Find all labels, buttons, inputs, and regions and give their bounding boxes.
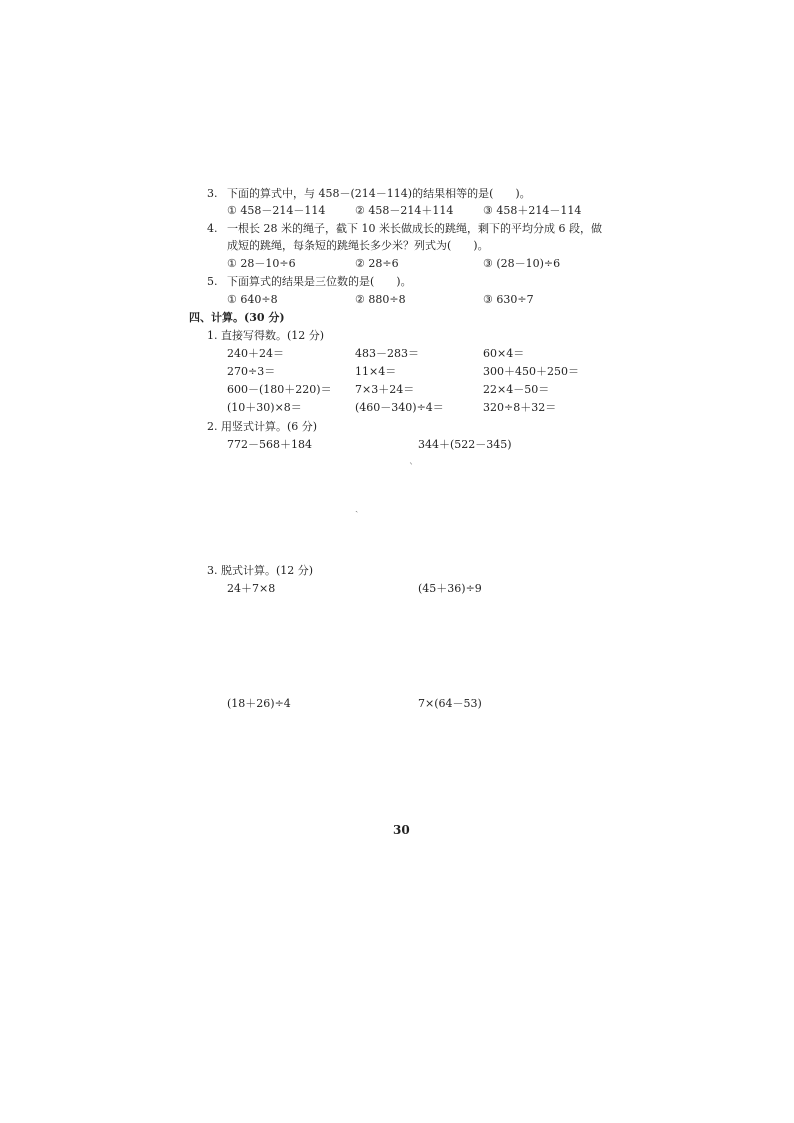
scan-speck: ˋ [409, 463, 414, 474]
question-4 [207, 222, 602, 236]
question-3 [207, 187, 531, 201]
question-number: 5. [207, 275, 218, 288]
oral-calc-2-2: 11×4＝ [355, 365, 397, 378]
option-4-3: ③ (28－10)÷6 [483, 257, 561, 270]
option-4-1: ① 28－10÷6 [227, 257, 296, 270]
oral-calc-3-2: 7×3＋24＝ [355, 383, 415, 396]
oral-calc-1-3: 60×4＝ [483, 347, 525, 360]
oral-calc-3-1: 600－(180＋220)＝ [227, 383, 332, 396]
vertical-calc-2: 344＋(522－345) [418, 438, 512, 451]
option-4-2: ② 28÷6 [355, 257, 399, 270]
step-calc-1: 24＋7×8 [227, 582, 276, 595]
step-calc-2: (45＋36)÷9 [418, 582, 482, 595]
question-stem: 下面的算式中，与 458－(214－114)的结果相等的是( )。 [227, 187, 531, 200]
question-5 [207, 275, 412, 289]
oral-calc-4-3: 320÷8＋32＝ [483, 401, 557, 414]
section-4-title: 四、计算。(30 分) [189, 311, 285, 324]
oral-calc-2-3: 300＋450＋250＝ [483, 365, 579, 378]
question-number: 4. [207, 222, 218, 235]
step-calc-3: (18＋26)÷4 [227, 697, 291, 710]
option-5-2: ② 880÷8 [355, 293, 406, 306]
oral-calc-2-1: 270÷3＝ [227, 365, 276, 378]
part-3-title: 3. 脱式计算。(12 分) [207, 564, 314, 577]
oral-calc-1-1: 240＋24＝ [227, 347, 284, 360]
question-stem: 一根长 28 米的绳子，截下 10 米长做成长的跳绳，剩下的平均分成 6 段，做 [227, 222, 602, 235]
question-4-line2: 成短的跳绳，每条短的跳绳长多少米？列式为( )。 [227, 239, 489, 252]
part-1-title: 1. 直接写得数。(12 分) [207, 329, 325, 342]
vertical-calc-1: 772－568＋184 [227, 438, 312, 451]
oral-calc-1-2: 483－283＝ [355, 347, 419, 360]
oral-calc-4-1: (10＋30)×8＝ [227, 401, 302, 414]
scan-speck: ˎ [355, 502, 359, 513]
option-3-2: ② 458－214＋114 [355, 204, 454, 217]
part-2-title: 2. 用竖式计算。(6 分) [207, 420, 318, 433]
option-3-3: ③ 458＋214－114 [483, 204, 582, 217]
option-3-1: ① 458－214－114 [227, 204, 326, 217]
oral-calc-4-2: (460－340)÷4＝ [355, 401, 444, 414]
page-number: 30 [393, 823, 410, 837]
question-number: 3. [207, 187, 218, 200]
question-stem: 下面算式的结果是三位数的是( )。 [227, 275, 412, 288]
step-calc-4: 7×(64－53) [418, 697, 482, 710]
option-5-3: ③ 630÷7 [483, 293, 534, 306]
option-5-1: ① 640÷8 [227, 293, 278, 306]
oral-calc-3-3: 22×4－50＝ [483, 383, 550, 396]
